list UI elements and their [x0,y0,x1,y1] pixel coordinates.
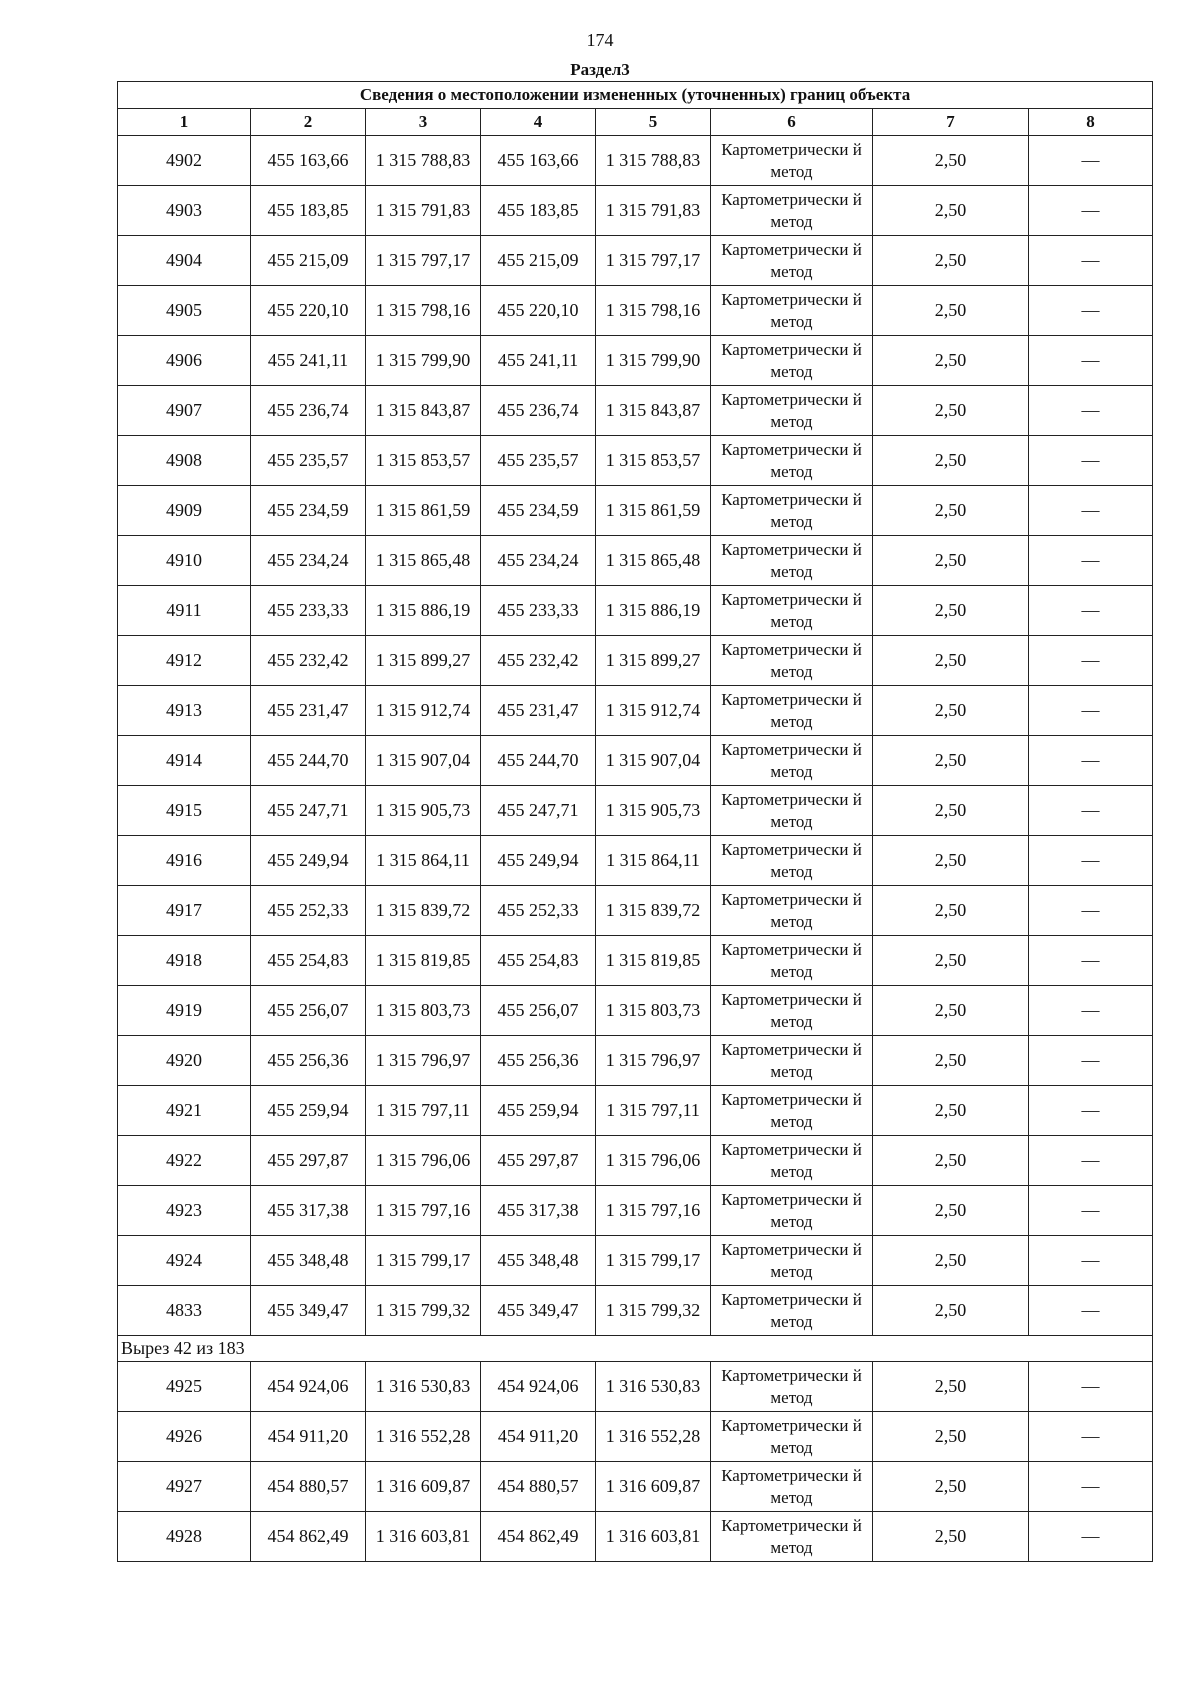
y-new-cell: 1 315 912,74 [596,686,711,736]
x-new-cell: 455 234,59 [481,486,596,536]
description-cell: — [1029,886,1153,936]
point-number-cell: 4921 [118,1086,251,1136]
x-old-cell: 455 236,74 [251,386,366,436]
method-cell: Картометрически й метод [711,1512,873,1562]
x-new-cell: 455 249,94 [481,836,596,886]
method-cell: Картометрически й метод [711,1236,873,1286]
description-cell: — [1029,1286,1153,1336]
point-number-cell: 4905 [118,286,251,336]
x-old-cell: 455 297,87 [251,1136,366,1186]
point-number-cell: 4913 [118,686,251,736]
table-row [118,1286,1153,1336]
y-old-cell: 1 315 798,16 [366,286,481,336]
point-number-cell: 4907 [118,386,251,436]
y-new-cell: 1 315 788,83 [596,136,711,186]
method-cell: Картометрически й метод [711,386,873,436]
table-row [118,186,1153,236]
y-new-cell: 1 315 861,59 [596,486,711,536]
column-header-row [118,109,1153,136]
y-new-cell: 1 315 843,87 [596,386,711,436]
column-header: 4 [481,109,596,136]
description-cell: — [1029,836,1153,886]
y-new-cell: 1 315 865,48 [596,536,711,586]
section-title: Раздел3 [570,60,630,79]
table-row [118,636,1153,686]
x-old-cell: 455 247,71 [251,786,366,836]
accuracy-cell: 2,50 [873,386,1029,436]
method-cell: Картометрически й метод [711,586,873,636]
column-header: 6 [711,109,873,136]
y-new-cell: 1 315 796,06 [596,1136,711,1186]
accuracy-cell: 2,50 [873,136,1029,186]
method-cell: Картометрически й метод [711,886,873,936]
x-old-cell: 455 252,33 [251,886,366,936]
accuracy-cell: 2,50 [873,936,1029,986]
x-new-cell: 455 231,47 [481,686,596,736]
description-cell: — [1029,336,1153,386]
boundary-coordinates-table [117,81,1153,1562]
y-old-cell: 1 316 552,28 [366,1412,481,1462]
y-old-cell: 1 315 796,97 [366,1036,481,1086]
column-header: 2 [251,109,366,136]
y-new-cell: 1 315 797,17 [596,236,711,286]
accuracy-cell: 2,50 [873,1512,1029,1562]
description-cell: — [1029,1462,1153,1512]
description-cell: — [1029,1136,1153,1186]
y-old-cell: 1 315 907,04 [366,736,481,786]
accuracy-cell: 2,50 [873,1036,1029,1086]
table-row [118,536,1153,586]
y-old-cell: 1 315 886,19 [366,586,481,636]
y-new-cell: 1 315 799,17 [596,1236,711,1286]
accuracy-cell: 2,50 [873,536,1029,586]
y-old-cell: 1 315 799,17 [366,1236,481,1286]
point-number-cell: 4909 [118,486,251,536]
method-cell: Картометрически й метод [711,286,873,336]
table-caption-row [118,82,1153,109]
method-cell: Картометрически й метод [711,436,873,486]
y-new-cell: 1 315 886,19 [596,586,711,636]
method-cell: Картометрически й метод [711,486,873,536]
accuracy-cell: 2,50 [873,686,1029,736]
x-new-cell: 455 235,57 [481,436,596,486]
y-old-cell: 1 315 905,73 [366,786,481,836]
y-old-cell: 1 315 861,59 [366,486,481,536]
point-number-cell: 4920 [118,1036,251,1086]
x-old-cell: 455 183,85 [251,186,366,236]
y-new-cell: 1 315 907,04 [596,736,711,786]
method-cell: Картометрически й метод [711,686,873,736]
description-cell: — [1029,1186,1153,1236]
y-old-cell: 1 315 843,87 [366,386,481,436]
table-row [118,1412,1153,1462]
x-new-cell: 455 256,36 [481,1036,596,1086]
x-old-cell: 454 911,20 [251,1412,366,1462]
x-old-cell: 455 249,94 [251,836,366,886]
table-row [118,486,1153,536]
description-cell: — [1029,986,1153,1036]
method-cell: Картометрически й метод [711,236,873,286]
x-new-cell: 454 911,20 [481,1412,596,1462]
x-old-cell: 455 220,10 [251,286,366,336]
y-new-cell: 1 316 552,28 [596,1412,711,1462]
accuracy-cell: 2,50 [873,1412,1029,1462]
x-new-cell: 455 163,66 [481,136,596,186]
column-header: 8 [1029,109,1153,136]
method-cell: Картометрически й метод [711,1286,873,1336]
y-old-cell: 1 315 796,06 [366,1136,481,1186]
method-cell: Картометрически й метод [711,636,873,686]
method-cell: Картометрически й метод [711,536,873,586]
y-new-cell: 1 315 803,73 [596,986,711,1036]
table-row [118,736,1153,786]
y-new-cell: 1 316 530,83 [596,1362,711,1412]
x-new-cell: 455 232,42 [481,636,596,686]
table-row [118,136,1153,186]
accuracy-cell: 2,50 [873,986,1029,1036]
x-new-cell: 455 254,83 [481,936,596,986]
x-old-cell: 455 231,47 [251,686,366,736]
y-new-cell: 1 315 799,90 [596,336,711,386]
point-number-cell: 4928 [118,1512,251,1562]
point-number-cell: 4918 [118,936,251,986]
column-header: 7 [873,109,1029,136]
y-new-cell: 1 315 839,72 [596,886,711,936]
x-new-cell: 455 220,10 [481,286,596,336]
point-number-cell: 4914 [118,736,251,786]
x-new-cell: 455 215,09 [481,236,596,286]
y-new-cell: 1 316 609,87 [596,1462,711,1512]
description-cell: — [1029,486,1153,536]
table-body [118,136,1153,1562]
point-number-cell: 4915 [118,786,251,836]
x-new-cell: 455 244,70 [481,736,596,786]
point-number-cell: 4922 [118,1136,251,1186]
point-number-cell: 4833 [118,1286,251,1336]
accuracy-cell: 2,50 [873,836,1029,886]
y-old-cell: 1 315 853,57 [366,436,481,486]
accuracy-cell: 2,50 [873,186,1029,236]
x-new-cell: 455 349,47 [481,1286,596,1336]
y-old-cell: 1 315 797,11 [366,1086,481,1136]
method-cell: Картометрически й метод [711,736,873,786]
method-cell: Картометрически й метод [711,786,873,836]
y-new-cell: 1 315 905,73 [596,786,711,836]
y-old-cell: 1 315 803,73 [366,986,481,1036]
x-new-cell: 455 233,33 [481,586,596,636]
description-cell: — [1029,936,1153,986]
y-old-cell: 1 316 530,83 [366,1362,481,1412]
method-cell: Картометрически й метод [711,186,873,236]
x-new-cell: 455 297,87 [481,1136,596,1186]
description-cell: — [1029,136,1153,186]
column-header: 5 [596,109,711,136]
accuracy-cell: 2,50 [873,1462,1029,1512]
description-cell: — [1029,1412,1153,1462]
description-cell: — [1029,286,1153,336]
table-row [118,386,1153,436]
table-row [118,336,1153,386]
x-old-cell: 455 256,07 [251,986,366,1036]
x-old-cell: 455 254,83 [251,936,366,986]
description-cell: — [1029,686,1153,736]
point-number-cell: 4917 [118,886,251,936]
description-cell: — [1029,1086,1153,1136]
y-old-cell: 1 315 799,90 [366,336,481,386]
x-new-cell: 455 234,24 [481,536,596,586]
x-old-cell: 454 924,06 [251,1362,366,1412]
x-new-cell: 455 348,48 [481,1236,596,1286]
y-new-cell: 1 315 799,32 [596,1286,711,1336]
table-row [118,886,1153,936]
x-old-cell: 455 244,70 [251,736,366,786]
x-old-cell: 454 880,57 [251,1462,366,1512]
x-old-cell: 455 233,33 [251,586,366,636]
page-number: 174 [586,30,614,50]
description-cell: — [1029,536,1153,586]
x-new-cell: 455 259,94 [481,1086,596,1136]
table-row [118,286,1153,336]
y-old-cell: 1 315 839,72 [366,886,481,936]
y-old-cell: 1 315 797,16 [366,1186,481,1236]
method-cell: Картометрически й метод [711,836,873,886]
description-cell: — [1029,1512,1153,1562]
accuracy-cell: 2,50 [873,236,1029,286]
y-old-cell: 1 315 819,85 [366,936,481,986]
x-new-cell: 455 236,74 [481,386,596,436]
y-old-cell: 1 316 609,87 [366,1462,481,1512]
y-old-cell: 1 315 912,74 [366,686,481,736]
point-number-cell: 4923 [118,1186,251,1236]
method-cell: Картометрически й метод [711,986,873,1036]
y-old-cell: 1 315 788,83 [366,136,481,186]
accuracy-cell: 2,50 [873,1136,1029,1186]
point-number-cell: 4912 [118,636,251,686]
y-old-cell: 1 315 865,48 [366,536,481,586]
accuracy-cell: 2,50 [873,886,1029,936]
table-row [118,1086,1153,1136]
column-header: 3 [366,109,481,136]
x-old-cell: 455 349,47 [251,1286,366,1336]
x-new-cell: 454 924,06 [481,1362,596,1412]
y-new-cell: 1 315 899,27 [596,636,711,686]
method-cell: Картометрически й метод [711,1136,873,1186]
x-new-cell: 455 252,33 [481,886,596,936]
accuracy-cell: 2,50 [873,286,1029,336]
y-new-cell: 1 316 603,81 [596,1512,711,1562]
table-caption: Сведения о местоположении измененных (уточненных) границ объекта [118,82,1153,109]
y-old-cell: 1 315 791,83 [366,186,481,236]
description-cell: — [1029,786,1153,836]
description-cell: — [1029,736,1153,786]
y-new-cell: 1 315 864,11 [596,836,711,886]
cutout-label: Вырез 42 из 183 [118,1336,1153,1362]
x-old-cell: 455 317,38 [251,1186,366,1236]
x-old-cell: 455 259,94 [251,1086,366,1136]
x-new-cell: 454 862,49 [481,1512,596,1562]
table-row [118,786,1153,836]
point-number-cell: 4927 [118,1462,251,1512]
x-new-cell: 455 247,71 [481,786,596,836]
x-old-cell: 455 256,36 [251,1036,366,1086]
accuracy-cell: 2,50 [873,436,1029,486]
point-number-cell: 4902 [118,136,251,186]
x-old-cell: 455 234,24 [251,536,366,586]
table-row [118,586,1153,636]
description-cell: — [1029,186,1153,236]
x-old-cell: 454 862,49 [251,1512,366,1562]
y-new-cell: 1 315 819,85 [596,936,711,986]
description-cell: — [1029,586,1153,636]
x-new-cell: 455 317,38 [481,1186,596,1236]
description-cell: — [1029,636,1153,686]
accuracy-cell: 2,50 [873,1362,1029,1412]
point-number-cell: 4910 [118,536,251,586]
x-old-cell: 455 163,66 [251,136,366,186]
y-new-cell: 1 315 853,57 [596,436,711,486]
point-number-cell: 4903 [118,186,251,236]
method-cell: Картометрически й метод [711,1086,873,1136]
table-row [118,836,1153,886]
x-old-cell: 455 241,11 [251,336,366,386]
table-row [118,1236,1153,1286]
table-row [118,1186,1153,1236]
x-new-cell: 454 880,57 [481,1462,596,1512]
x-old-cell: 455 215,09 [251,236,366,286]
y-old-cell: 1 315 797,17 [366,236,481,286]
accuracy-cell: 2,50 [873,486,1029,536]
x-new-cell: 455 183,85 [481,186,596,236]
y-new-cell: 1 315 797,11 [596,1086,711,1136]
method-cell: Картометрически й метод [711,1186,873,1236]
method-cell: Картометрически й метод [711,136,873,186]
point-number-cell: 4926 [118,1412,251,1462]
cutout-row [118,1336,1153,1362]
accuracy-cell: 2,50 [873,1186,1029,1236]
method-cell: Картометрически й метод [711,936,873,986]
method-cell: Картометрически й метод [711,1462,873,1512]
method-cell: Картометрически й метод [711,1036,873,1086]
description-cell: — [1029,236,1153,286]
y-new-cell: 1 315 796,97 [596,1036,711,1086]
table-row [118,1362,1153,1412]
x-new-cell: 455 241,11 [481,336,596,386]
column-header: 1 [118,109,251,136]
x-old-cell: 455 232,42 [251,636,366,686]
table-row [118,1462,1153,1512]
table-row [118,986,1153,1036]
accuracy-cell: 2,50 [873,1286,1029,1336]
accuracy-cell: 2,50 [873,736,1029,786]
point-number-cell: 4904 [118,236,251,286]
point-number-cell: 4911 [118,586,251,636]
method-cell: Картометрически й метод [711,1412,873,1462]
y-old-cell: 1 315 899,27 [366,636,481,686]
y-new-cell: 1 315 797,16 [596,1186,711,1236]
point-number-cell: 4916 [118,836,251,886]
y-new-cell: 1 315 798,16 [596,286,711,336]
x-new-cell: 455 256,07 [481,986,596,1036]
method-cell: Картометрически й метод [711,336,873,386]
x-old-cell: 455 235,57 [251,436,366,486]
accuracy-cell: 2,50 [873,636,1029,686]
point-number-cell: 4908 [118,436,251,486]
table-row [118,686,1153,736]
table-row [118,1136,1153,1186]
x-old-cell: 455 348,48 [251,1236,366,1286]
accuracy-cell: 2,50 [873,336,1029,386]
description-cell: — [1029,1036,1153,1086]
method-cell: Картометрически й метод [711,1362,873,1412]
description-cell: — [1029,1362,1153,1412]
description-cell: — [1029,1236,1153,1286]
accuracy-cell: 2,50 [873,586,1029,636]
y-new-cell: 1 315 791,83 [596,186,711,236]
description-cell: — [1029,386,1153,436]
description-cell: — [1029,436,1153,486]
y-old-cell: 1 316 603,81 [366,1512,481,1562]
table-row [118,436,1153,486]
table-row [118,1512,1153,1562]
accuracy-cell: 2,50 [873,786,1029,836]
accuracy-cell: 2,50 [873,1236,1029,1286]
x-old-cell: 455 234,59 [251,486,366,536]
y-old-cell: 1 315 864,11 [366,836,481,886]
table-row [118,236,1153,286]
point-number-cell: 4925 [118,1362,251,1412]
y-old-cell: 1 315 799,32 [366,1286,481,1336]
table-row [118,1036,1153,1086]
point-number-cell: 4919 [118,986,251,1036]
accuracy-cell: 2,50 [873,1086,1029,1136]
point-number-cell: 4924 [118,1236,251,1286]
point-number-cell: 4906 [118,336,251,386]
table-row [118,936,1153,986]
